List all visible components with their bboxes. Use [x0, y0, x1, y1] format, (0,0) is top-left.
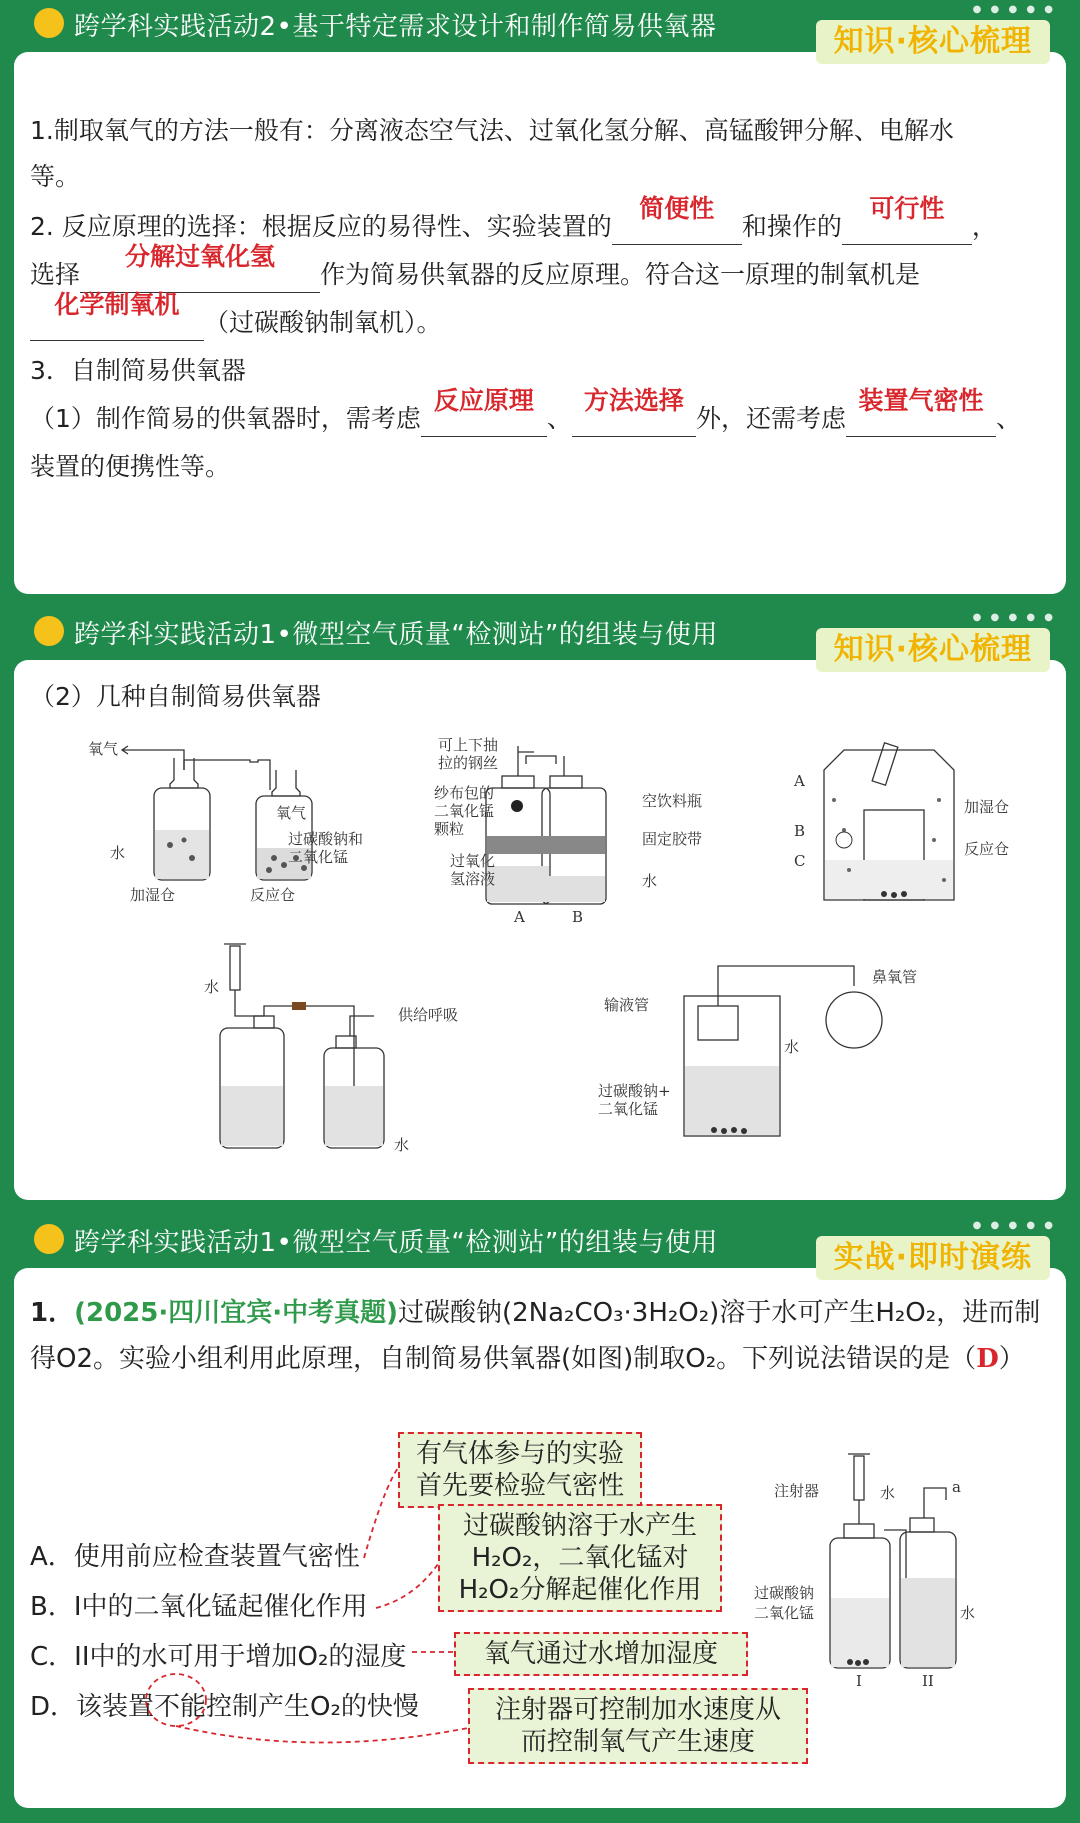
label-c: C [794, 852, 806, 870]
label-supply: 供给呼吸 [398, 1006, 459, 1024]
text-line: 等。 [30, 162, 81, 191]
text-line: 1.制取氧气的方法一般有：分离液态空气法、过氧化氢分解、高锰酸钾分解、电解水 [30, 116, 954, 145]
option-c: C．II中的水可用于增加O₂的湿度 [30, 1642, 407, 1672]
label-chem: 过碳酸钠+ [598, 1082, 671, 1100]
answer-text: 可行性 [869, 194, 945, 223]
label-gauze: 颗粒 [434, 820, 465, 838]
label-water: 水 [394, 1136, 410, 1154]
answer-text: 简便性 [639, 194, 715, 223]
text-line [30, 386, 1021, 437]
dots-decoration-icon: ● ● ● ● ● [972, 612, 1056, 623]
label-i: I [856, 1672, 862, 1690]
bullet-dot-icon [34, 616, 64, 646]
text-line: 装置的便携性等。 [30, 452, 231, 481]
question-number: 1． [30, 1298, 75, 1328]
label-steel-wire: 拉的钢丝 [438, 754, 499, 772]
label-a: a [952, 1478, 961, 1496]
diagram-syringe-bottles [194, 936, 494, 1156]
diagram-box-device [774, 740, 1014, 910]
text-span: 和操作的 [741, 212, 842, 241]
label-water: 水 [204, 978, 220, 996]
label-ii: II [922, 1672, 934, 1690]
section-badge: 知识·核心梳理 [816, 20, 1050, 64]
label-chem: 过碳酸钠 [754, 1584, 815, 1602]
diagram-nasal-device [584, 956, 944, 1146]
section-title: 跨学科实践活动2•基于特定需求设计和制作简易供氧器 [74, 12, 717, 42]
text-span: 选择 [30, 260, 81, 289]
label-humid-chamber: 加湿仓 [130, 886, 176, 904]
diagram-two-bottles [74, 740, 364, 910]
answer-text: 装置气密性 [858, 386, 984, 415]
label-h2o2: 氢溶液 [450, 870, 496, 888]
text-span: 2. 反应原理的选择：根据反应的易得性、实验装置的 [30, 212, 612, 241]
question-text: ） [998, 1344, 1025, 1374]
answer-text: 方法选择 [583, 386, 684, 415]
text-span: 、 [995, 404, 1021, 433]
label-tape: 固定胶带 [642, 830, 703, 848]
label-water: 水 [784, 1038, 800, 1056]
subtitle: （2）几种自制简易供氧器 [30, 682, 321, 711]
answer-blank [842, 194, 972, 245]
label-gauze: 纱布包的 [434, 784, 495, 802]
answer-blank [612, 194, 742, 245]
label-gauze: 二氧化锰 [434, 802, 495, 820]
note-b: 过碳酸钠溶于水产生 H₂O₂，二氧化锰对 H₂O₂分解起催化作用 [438, 1504, 722, 1612]
section-1 [0, 0, 1080, 600]
label-tube: 输液管 [604, 996, 650, 1014]
label-reaction-chamber: 反应仓 [250, 886, 296, 904]
note-a: 有气体参与的实验 首先要检验气密性 [398, 1432, 642, 1508]
label-humid-chamber: 加湿仓 [964, 798, 1010, 816]
note-d: 注射器可控制加水速度从 而控制氧气产生速度 [468, 1688, 808, 1764]
text-span: 外，还需考虑 [695, 404, 846, 433]
text-line: 3．自制简易供氧器 [30, 356, 246, 385]
dots-decoration-icon: ● ● ● ● ● [972, 4, 1056, 15]
text-span: 作为简易供氧器的反应原理。符合这一原理的制氧机是 [320, 260, 921, 289]
label-water: 水 [880, 1484, 896, 1502]
label-b: B [572, 908, 584, 926]
label-oxygen-vertical: 氧气 [276, 804, 307, 822]
label-chem: 二氧化锰 [598, 1100, 659, 1118]
label-steel-wire: 可上下抽 [438, 736, 499, 754]
label-water: 水 [642, 872, 658, 890]
section-badge: 知识·核心梳理 [816, 628, 1050, 672]
label-reaction-chamber: 反应仓 [964, 840, 1010, 858]
label-a: A [794, 772, 805, 790]
label-oxygen: 氧气 [88, 740, 119, 758]
section-title: 跨学科实践活动1•微型空气质量“检测站”的组装与使用 [74, 620, 718, 650]
question-text: 得O2。实验小组利用此原理，自制简易供氧器(如图)制取O₂。下列说法错误的是（ [30, 1344, 977, 1374]
diagram-ab-bottles [414, 736, 734, 926]
label-chem: 过碳酸钠和 [288, 830, 364, 848]
section-badge: 实战·即时演练 [816, 1236, 1050, 1280]
text-span: （过碳酸钠制氧机）。 [204, 308, 442, 337]
question-source: (2025·四川宜宾·中考真题) [74, 1298, 398, 1328]
label-b: B [794, 822, 806, 840]
question-text: 过碳酸钠(2Na₂CO₃·3H₂O₂)溶于水可产生H₂O₂，进而制 [397, 1298, 1041, 1328]
bullet-dot-icon [34, 1224, 64, 1254]
section-title: 跨学科实践活动1•微型空气质量“检测站”的组装与使用 [74, 1228, 718, 1258]
label-water: 水 [960, 1604, 976, 1622]
option-a: A．使用前应检查装置气密性 [30, 1542, 360, 1572]
answer-text: 化学制氧机 [54, 290, 180, 319]
answer-text: 反应原理 [433, 386, 534, 415]
label-a: A [514, 908, 525, 926]
dots-decoration-icon: ● ● ● ● ● [972, 1220, 1056, 1231]
label-chem: 二氧化锰 [754, 1604, 815, 1622]
label-nasal: 鼻氧管 [872, 968, 918, 986]
section-3 [0, 1216, 1080, 1816]
section-2 [0, 608, 1080, 1208]
answer-text: 分解过氧化氢 [125, 242, 276, 271]
answer-blank [421, 386, 547, 437]
label-syringe: 注射器 [774, 1482, 820, 1500]
note-c: 氧气通过水增加湿度 [454, 1632, 748, 1676]
question-answer: D [976, 1344, 999, 1374]
option-d: D．该装置不能控制产生O₂的快慢 [30, 1692, 419, 1722]
question-figure [734, 1448, 1054, 1688]
text-span: 、 [546, 404, 572, 433]
answer-blank [846, 386, 996, 437]
answer-blank [572, 386, 696, 437]
text-line [30, 290, 442, 341]
option-b: B．I中的二氧化锰起催化作用 [30, 1592, 368, 1622]
label-h2o2: 过氧化 [450, 852, 496, 870]
label-water: 水 [110, 844, 126, 862]
answer-blank [30, 290, 204, 341]
bullet-dot-icon [34, 8, 64, 38]
text-span: （1）制作简易的供氧器时，需考虑 [30, 404, 421, 433]
text-span: ， [971, 212, 997, 241]
label-chem: 二氧化锰 [288, 848, 349, 866]
label-bottle: 空饮料瓶 [642, 792, 703, 810]
